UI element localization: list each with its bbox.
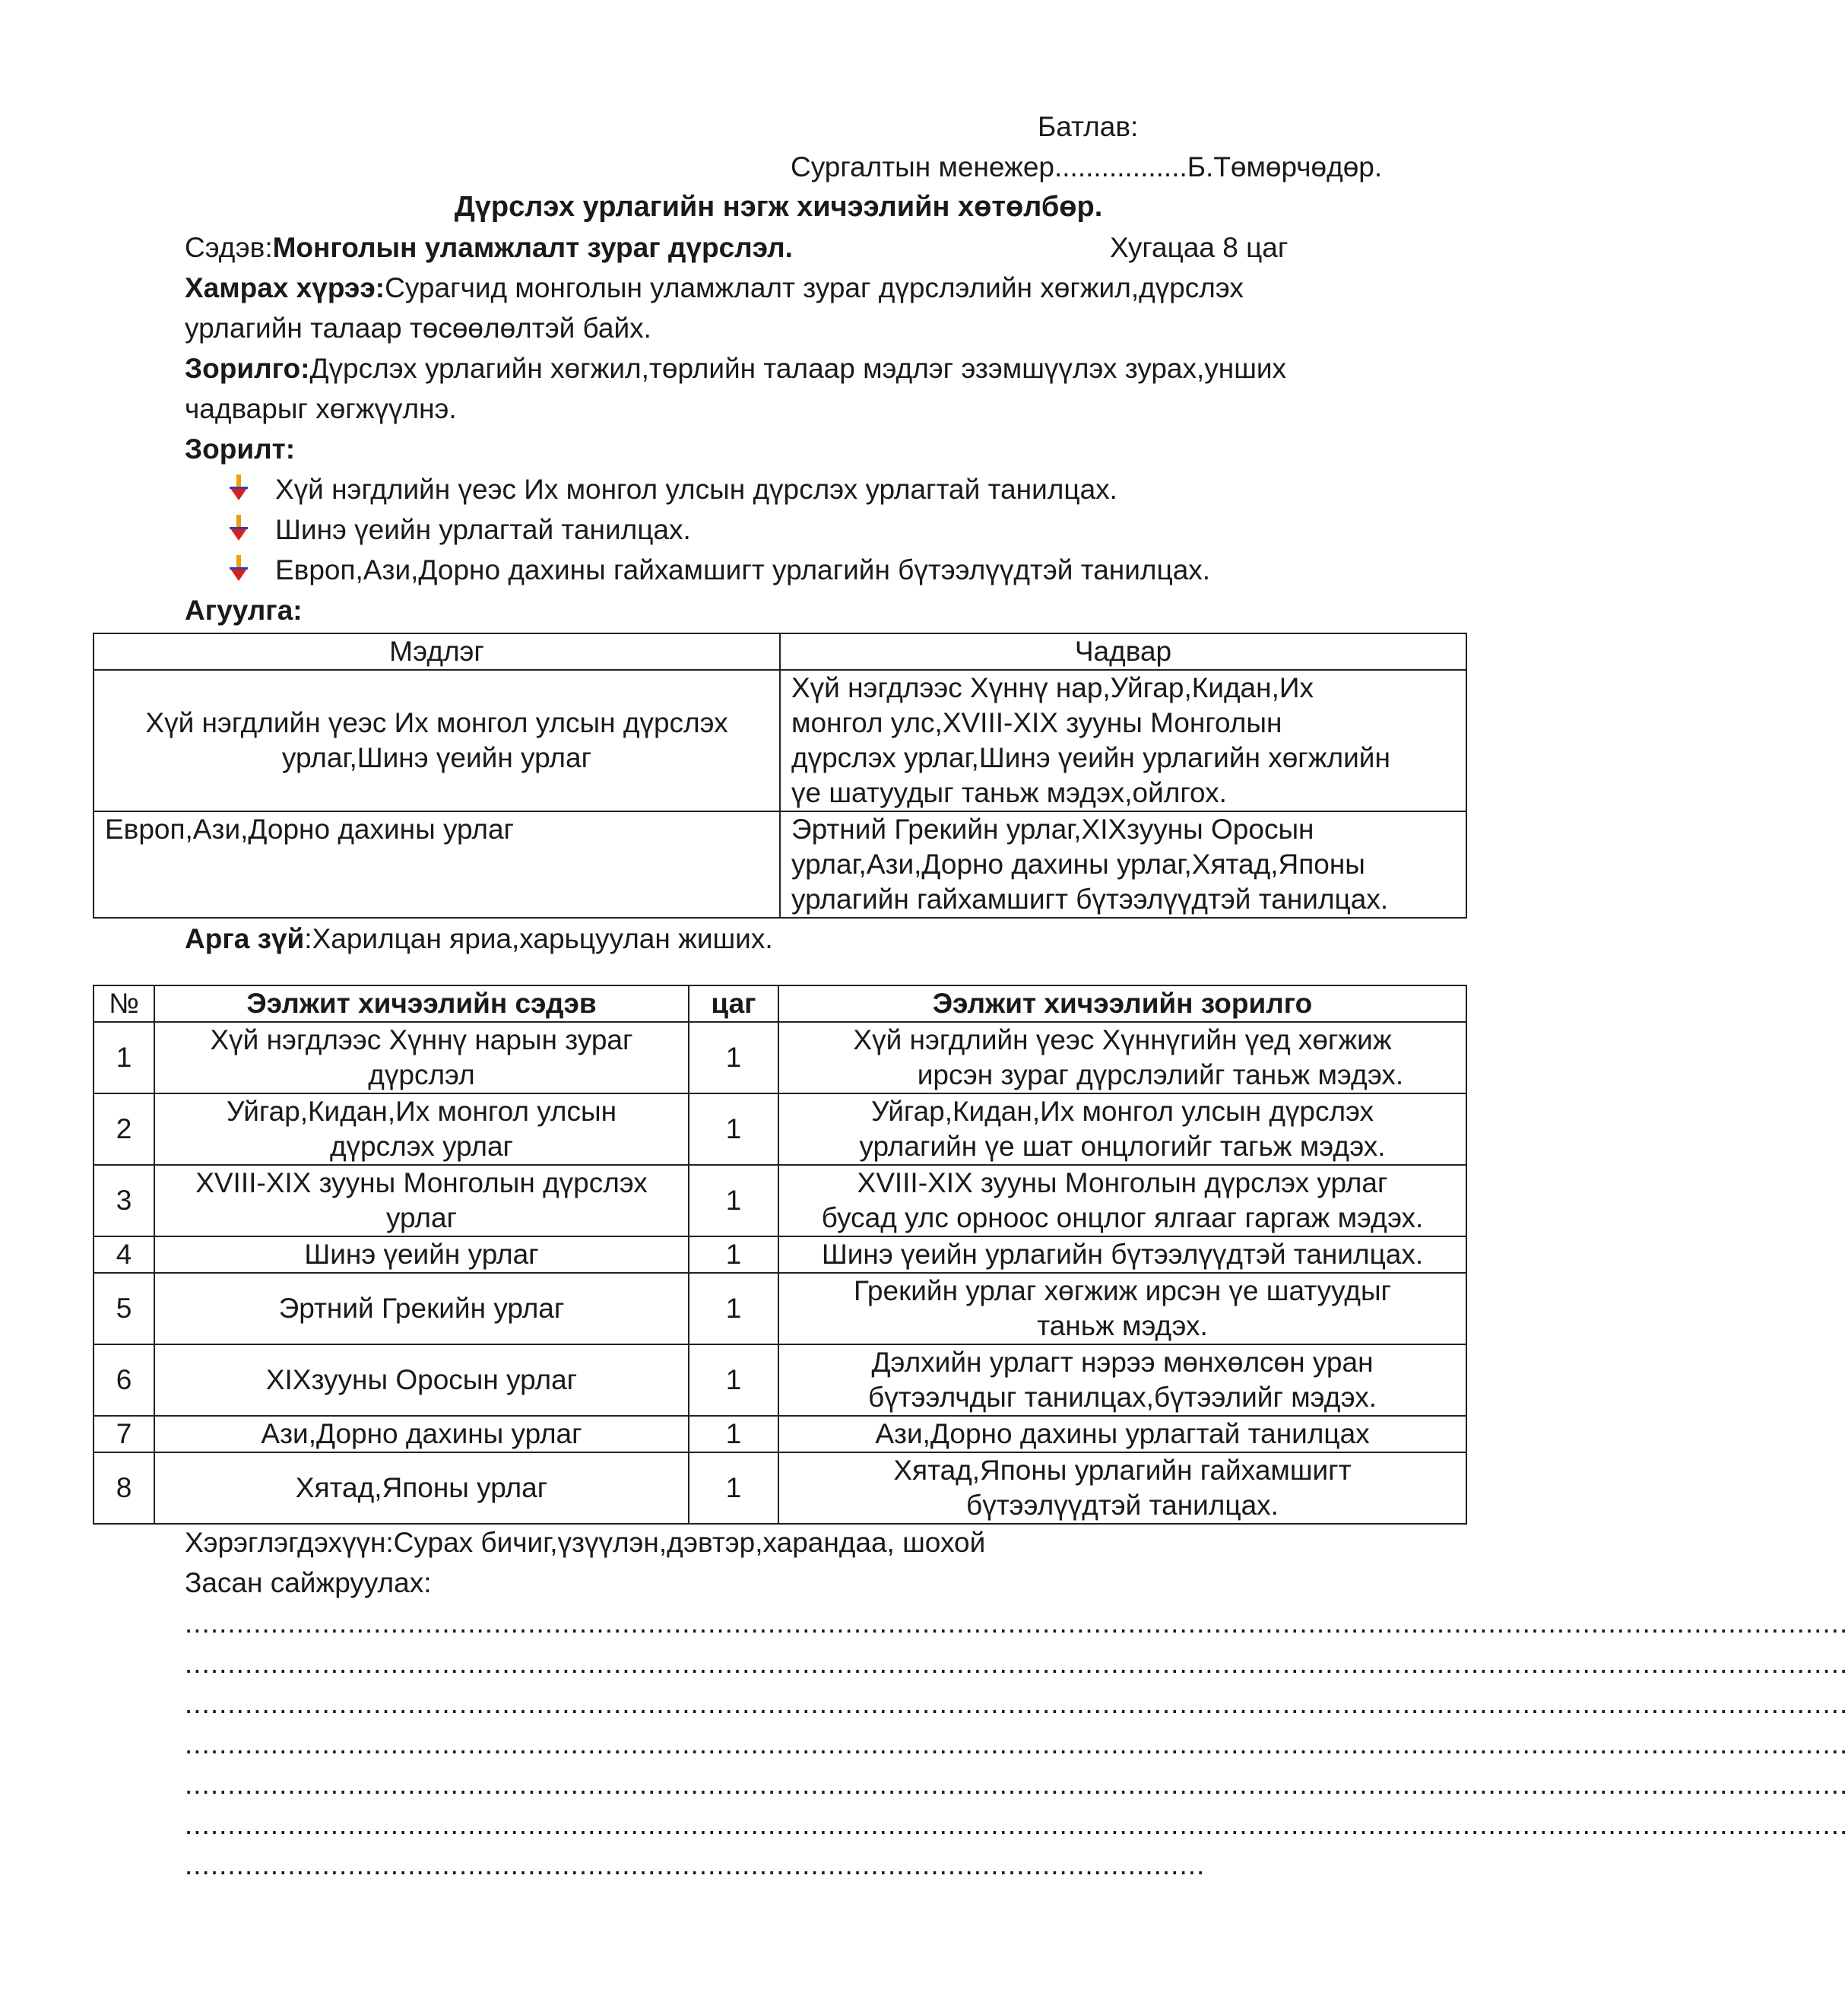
goal-text-2: чадварыг хөгжүүлнэ. [185, 393, 457, 424]
objective-item-1: Хүй нэгдлийн үеэс Их монгол улсын дүрслэх урлагтай танилцах. [275, 474, 1117, 505]
lesson-hours: 1 [689, 1344, 778, 1416]
improvement-dotted-line: ....................................................................................................................... [185, 1849, 1206, 1880]
lesson-row [94, 1452, 1466, 1524]
duration: Хугацаа 8 цаг [1110, 232, 1289, 263]
lesson-goal [778, 1093, 1466, 1165]
lesson-goal: Ази,Дорно дахины урлагтай танилцах [778, 1416, 1466, 1452]
content-skill-cell [780, 811, 1466, 918]
goal-text-1: Дүрслэх урлагийн хөгжил,төрлийн талаар мэдлэг эзэмшүүлэх зурах,унших [309, 353, 1287, 384]
lesson-row [94, 1236, 1466, 1273]
goal-line: бүтээлчдыг танилцах,бүтээлийг мэдэх. [868, 1382, 1377, 1413]
lesson-topic [154, 1165, 689, 1236]
lesson-topic: Хятад,Японы урлаг [154, 1452, 689, 1524]
content-row [94, 811, 1466, 918]
topic-line: Уйгар,Кидан,Их монгол улсын [226, 1096, 617, 1127]
lesson-goal [778, 1344, 1466, 1416]
lesson-number: 5 [94, 1273, 154, 1344]
lesson-topic: Ази,Дорно дахины урлаг [154, 1416, 689, 1452]
objectives-label: Зорилт: [185, 433, 296, 465]
method-line [185, 919, 773, 959]
topic-line [185, 227, 793, 268]
materials-line: Хэрэглэгдэхүүн:Сурах бичиг,үзүүлэн,дэвтэр,харандаа, шохой [185, 1527, 986, 1558]
lesson-row [94, 1416, 1466, 1452]
skill-line: Эртний Грекийн урлаг,XIXзууны Оросын [791, 814, 1314, 845]
lesson-goal [778, 1452, 1466, 1524]
header-number: № [94, 985, 154, 1022]
goal-line: Уйгар,Кидан,Их монгол улсын дүрслэх [870, 1096, 1374, 1127]
bullet-arrow-icon [228, 473, 249, 503]
lesson-number: 7 [94, 1416, 154, 1452]
lesson-goal [778, 1022, 1466, 1093]
goal-line: Дэлхийн урлагт нэрээ мөнхөлсөн уран [871, 1347, 1374, 1378]
topic-line: урлаг [385, 1202, 458, 1233]
lesson-number: 3 [94, 1165, 154, 1236]
topic-line: дүрслэх урлаг [329, 1131, 514, 1162]
lesson-topic [154, 1093, 689, 1165]
lesson-row [94, 1165, 1466, 1236]
goal-line: Хүй нэгдлийн үеэс Хүннүгийн үед хөгжиж [853, 1024, 1392, 1055]
lesson-row [94, 1344, 1466, 1416]
improvement-label: Засан сайжруулах: [185, 1567, 432, 1598]
goal-line: таньж мэдэх. [1037, 1310, 1208, 1341]
lesson-number: 6 [94, 1344, 154, 1416]
lesson-row [94, 1022, 1466, 1093]
scope-label: Хамрах хүрээ: [185, 272, 385, 303]
lesson-topic: Эртний Грекийн урлаг [154, 1273, 689, 1344]
lesson-number: 2 [94, 1093, 154, 1165]
skill-line: үе шатуудыг таньж мэдэх,ойлгох. [791, 777, 1227, 808]
skill-line: урлаг,Ази,Дорно дахины урлаг,Хятад,Японы [791, 849, 1365, 880]
approve-label: Батлав: [1038, 111, 1139, 142]
content-header-skill: Чадвар [780, 633, 1466, 670]
lesson-hours: 1 [689, 1022, 778, 1093]
topic-line: XVIII-XIX зууны Монголын дүрслэх [195, 1167, 648, 1198]
bullet-arrow-icon [228, 513, 249, 544]
lesson-number: 4 [94, 1236, 154, 1273]
lesson-hours: 1 [689, 1452, 778, 1524]
lessons-table [93, 985, 1467, 1525]
content-table [93, 633, 1467, 919]
improvement-dotted-line: .................................................................................................................................................................................................. [185, 1809, 1848, 1840]
lesson-hours: 1 [689, 1165, 778, 1236]
objective-item-3: Европ,Ази,Дорно дахины гайхамшигт урлагийн бүтээлүүдтэй танилцах. [275, 554, 1211, 585]
header-hours: цаг [689, 985, 778, 1022]
topic-label: Сэдэв: [185, 232, 273, 263]
skill-line: Хүй нэгдлээс Хүннү нар,Уйгар,Кидан,Их [791, 672, 1314, 703]
lesson-topic [154, 1022, 689, 1093]
skill-line: монгол улс,XVIII-XIX зууны Монголын [791, 707, 1282, 738]
improvement-dotted-line: .................................................................................................................................................................................................. [185, 1607, 1848, 1639]
scope-text-1: Сурагчид монголын уламжлалт зураг дүрслэлийн хөгжил,дүрслэх [385, 272, 1244, 303]
lesson-topic: Шинэ үеийн урлаг [154, 1236, 689, 1273]
header-goal: Ээлжит хичээлийн зорилго [778, 985, 1466, 1022]
content-header-knowledge: Мэдлэг [94, 633, 780, 670]
lesson-topic: XIXзууны Оросын урлаг [154, 1344, 689, 1416]
lesson-number: 1 [94, 1022, 154, 1093]
method-value: :Харилцан яриа,харьцуулан жиших. [304, 923, 773, 954]
method-label: Арга зүй [185, 923, 305, 954]
lessons-header-row [94, 985, 1466, 1022]
goal-line: XVIII-XIX зууны Монголын дүрслэх урлаг [857, 1167, 1388, 1198]
lesson-goal: Шинэ үеийн урлагийн бүтээлүүдтэй танилцах. [778, 1236, 1466, 1273]
improvement-dotted-line: .................................................................................................................................................................................................. [185, 1648, 1848, 1679]
topic-value: Монголын уламжлалт зураг дүрслэл. [272, 232, 793, 263]
topic-line: дүрслэл [368, 1059, 475, 1090]
goal-line: Хятад,Японы урлагийн гайхамшигт [893, 1455, 1352, 1486]
content-label: Агуулга: [185, 595, 303, 626]
goal-line: Грекийн урлаг хөгжиж ирсэн үе шатуудыг [853, 1275, 1392, 1306]
goal-label: Зорилго: [185, 353, 310, 384]
lesson-hours: 1 [689, 1236, 778, 1273]
improvement-dotted-line: .................................................................................................................................................................................................. [185, 1688, 1848, 1719]
content-knowledge-cell [94, 670, 780, 811]
goal-line: урлагийн үе шат онцлогийг тагьж мэдэх. [859, 1131, 1386, 1162]
knowledge-line: Европ,Ази,Дорно дахины урлаг [105, 814, 515, 845]
skill-line: урлагийн гайхамшигт бүтээлүүдтэй танилцах. [791, 884, 1389, 915]
lesson-hours: 1 [689, 1273, 778, 1344]
manager-signature-line: Сургалтын менежер.................Б.Төмөрчөдөр. [791, 151, 1383, 182]
lesson-hours: 1 [689, 1416, 778, 1452]
content-header-row [94, 633, 1466, 670]
knowledge-line: урлаг,Шинэ үеийн урлаг [281, 742, 592, 773]
goal-line: бусад улс орноос онцлог ялгааг гаргаж мэдэх. [821, 1202, 1424, 1233]
lesson-row [94, 1093, 1466, 1165]
content-row [94, 670, 1466, 811]
objective-item-2: Шинэ үеийн урлагтай танилцах. [275, 514, 691, 545]
lesson-row [94, 1273, 1466, 1344]
skill-line: дүрслэх урлаг,Шинэ үеийн урлагийн хөгжлийн [791, 742, 1390, 773]
goal-line: ирсэн зураг дүрслэлийг таньж мэдэх. [917, 1059, 1404, 1090]
header-topic: Ээлжит хичээлийн сэдэв [154, 985, 689, 1022]
improvement-dotted-line: .................................................................................................................................................................................................. [185, 1769, 1848, 1800]
goal-line-1 [185, 348, 1286, 389]
bullet-arrow-icon [228, 554, 249, 584]
lesson-goal [778, 1273, 1466, 1344]
lesson-number: 8 [94, 1452, 154, 1524]
lesson-hours: 1 [689, 1093, 778, 1165]
scope-text-2: урлагийн талаар төсөөлөлтэй байх. [185, 313, 651, 344]
topic-line: Хүй нэгдлээс Хүннү нарын зураг [210, 1024, 633, 1055]
document-title: Дүрслэх урлагийн нэгж хичээлийн хөтөлбөр. [454, 191, 1103, 223]
content-knowledge-cell [94, 811, 780, 918]
goal-line: бүтээлүүдтэй танилцах. [966, 1490, 1279, 1521]
knowledge-line: Хүй нэгдлийн үеэс Их монгол улсын дүрслэх [145, 707, 728, 738]
content-skill-cell [780, 670, 1466, 811]
lesson-goal [778, 1165, 1466, 1236]
scope-line-1 [185, 268, 1244, 308]
improvement-dotted-line: .................................................................................................................................................................................................. [185, 1728, 1848, 1760]
